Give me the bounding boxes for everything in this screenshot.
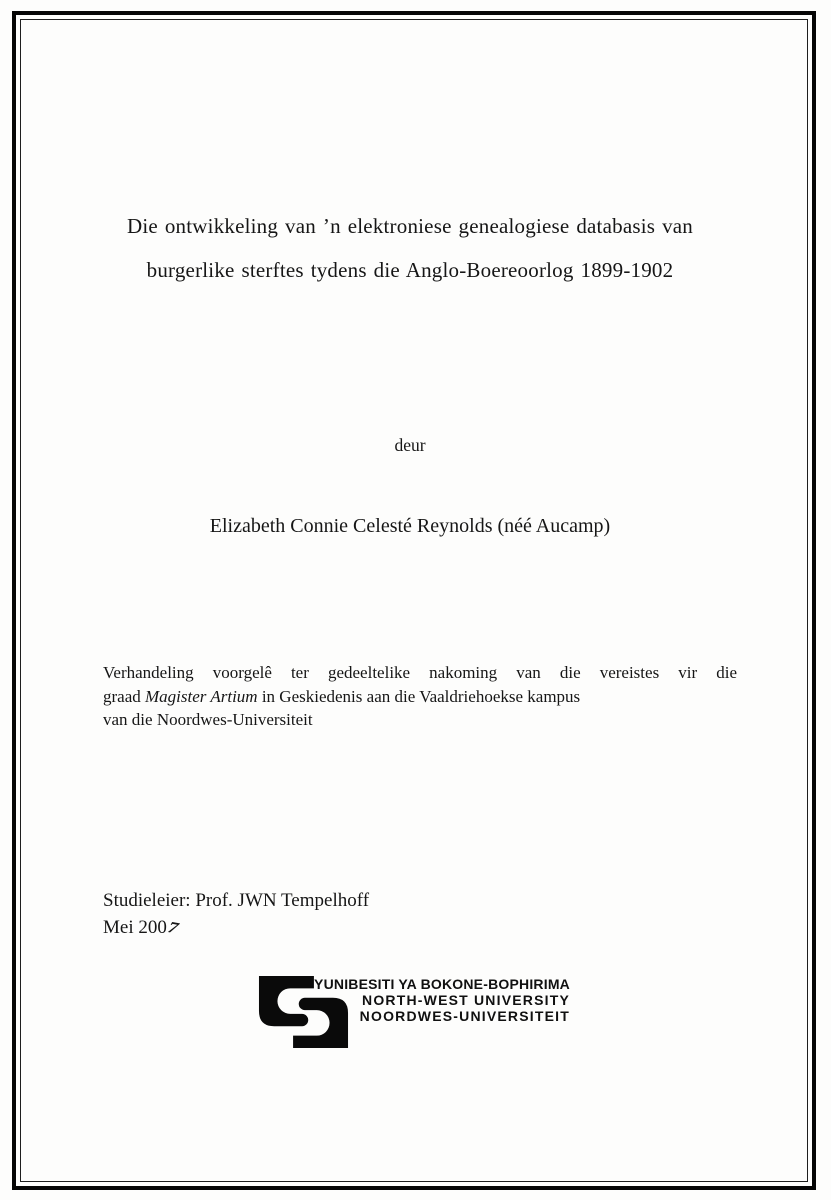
date-line	[103, 914, 369, 941]
date-last-digit: 7	[163, 918, 182, 938]
degree-statement-line2	[103, 685, 737, 709]
degree-statement-line3: van die Noordwes-Universiteit	[103, 710, 313, 729]
author-name: Elizabeth Connie Celesté Reynolds (néé Aucamp)	[209, 515, 611, 537]
nwu-logo-text	[314, 976, 570, 1024]
degree-name-italic: Magister Artium	[145, 686, 258, 706]
logo-line-setswana: YUNIBESITI YA BOKONE-BOPHIRIMA	[314, 976, 570, 992]
thesis-title	[100, 204, 720, 292]
supervisor-line: Studieleier: Prof. JWN Tempelhoff	[103, 890, 370, 911]
thesis-title-line2: burgerlike sterftes tydens die Anglo-Boereoorlog 1899-1902	[146, 258, 674, 282]
degree-statement	[103, 661, 737, 732]
date-prefix: Mei 200	[103, 917, 167, 938]
byline-deur: deur	[394, 435, 426, 455]
thesis-title-line1: Die ontwikkeling van ’n elektroniese genealogiese databasis van	[126, 214, 693, 238]
supervisor-block	[103, 887, 369, 941]
degree-statement-line1: Verhandeling voorgelê ter gedeeltelike nakoming van die vereistes vir die	[103, 663, 737, 682]
degree-statement-line2-post: in Geskiedenis aan die Vaaldriehoekse kampus	[257, 686, 581, 706]
logo-line-afrikaans: NOORDWES-UNIVERSITEIT	[359, 1008, 570, 1024]
degree-statement-line2-pre: graad	[103, 686, 146, 706]
logo-line-english: NORTH-WEST UNIVERSITY	[362, 992, 570, 1008]
